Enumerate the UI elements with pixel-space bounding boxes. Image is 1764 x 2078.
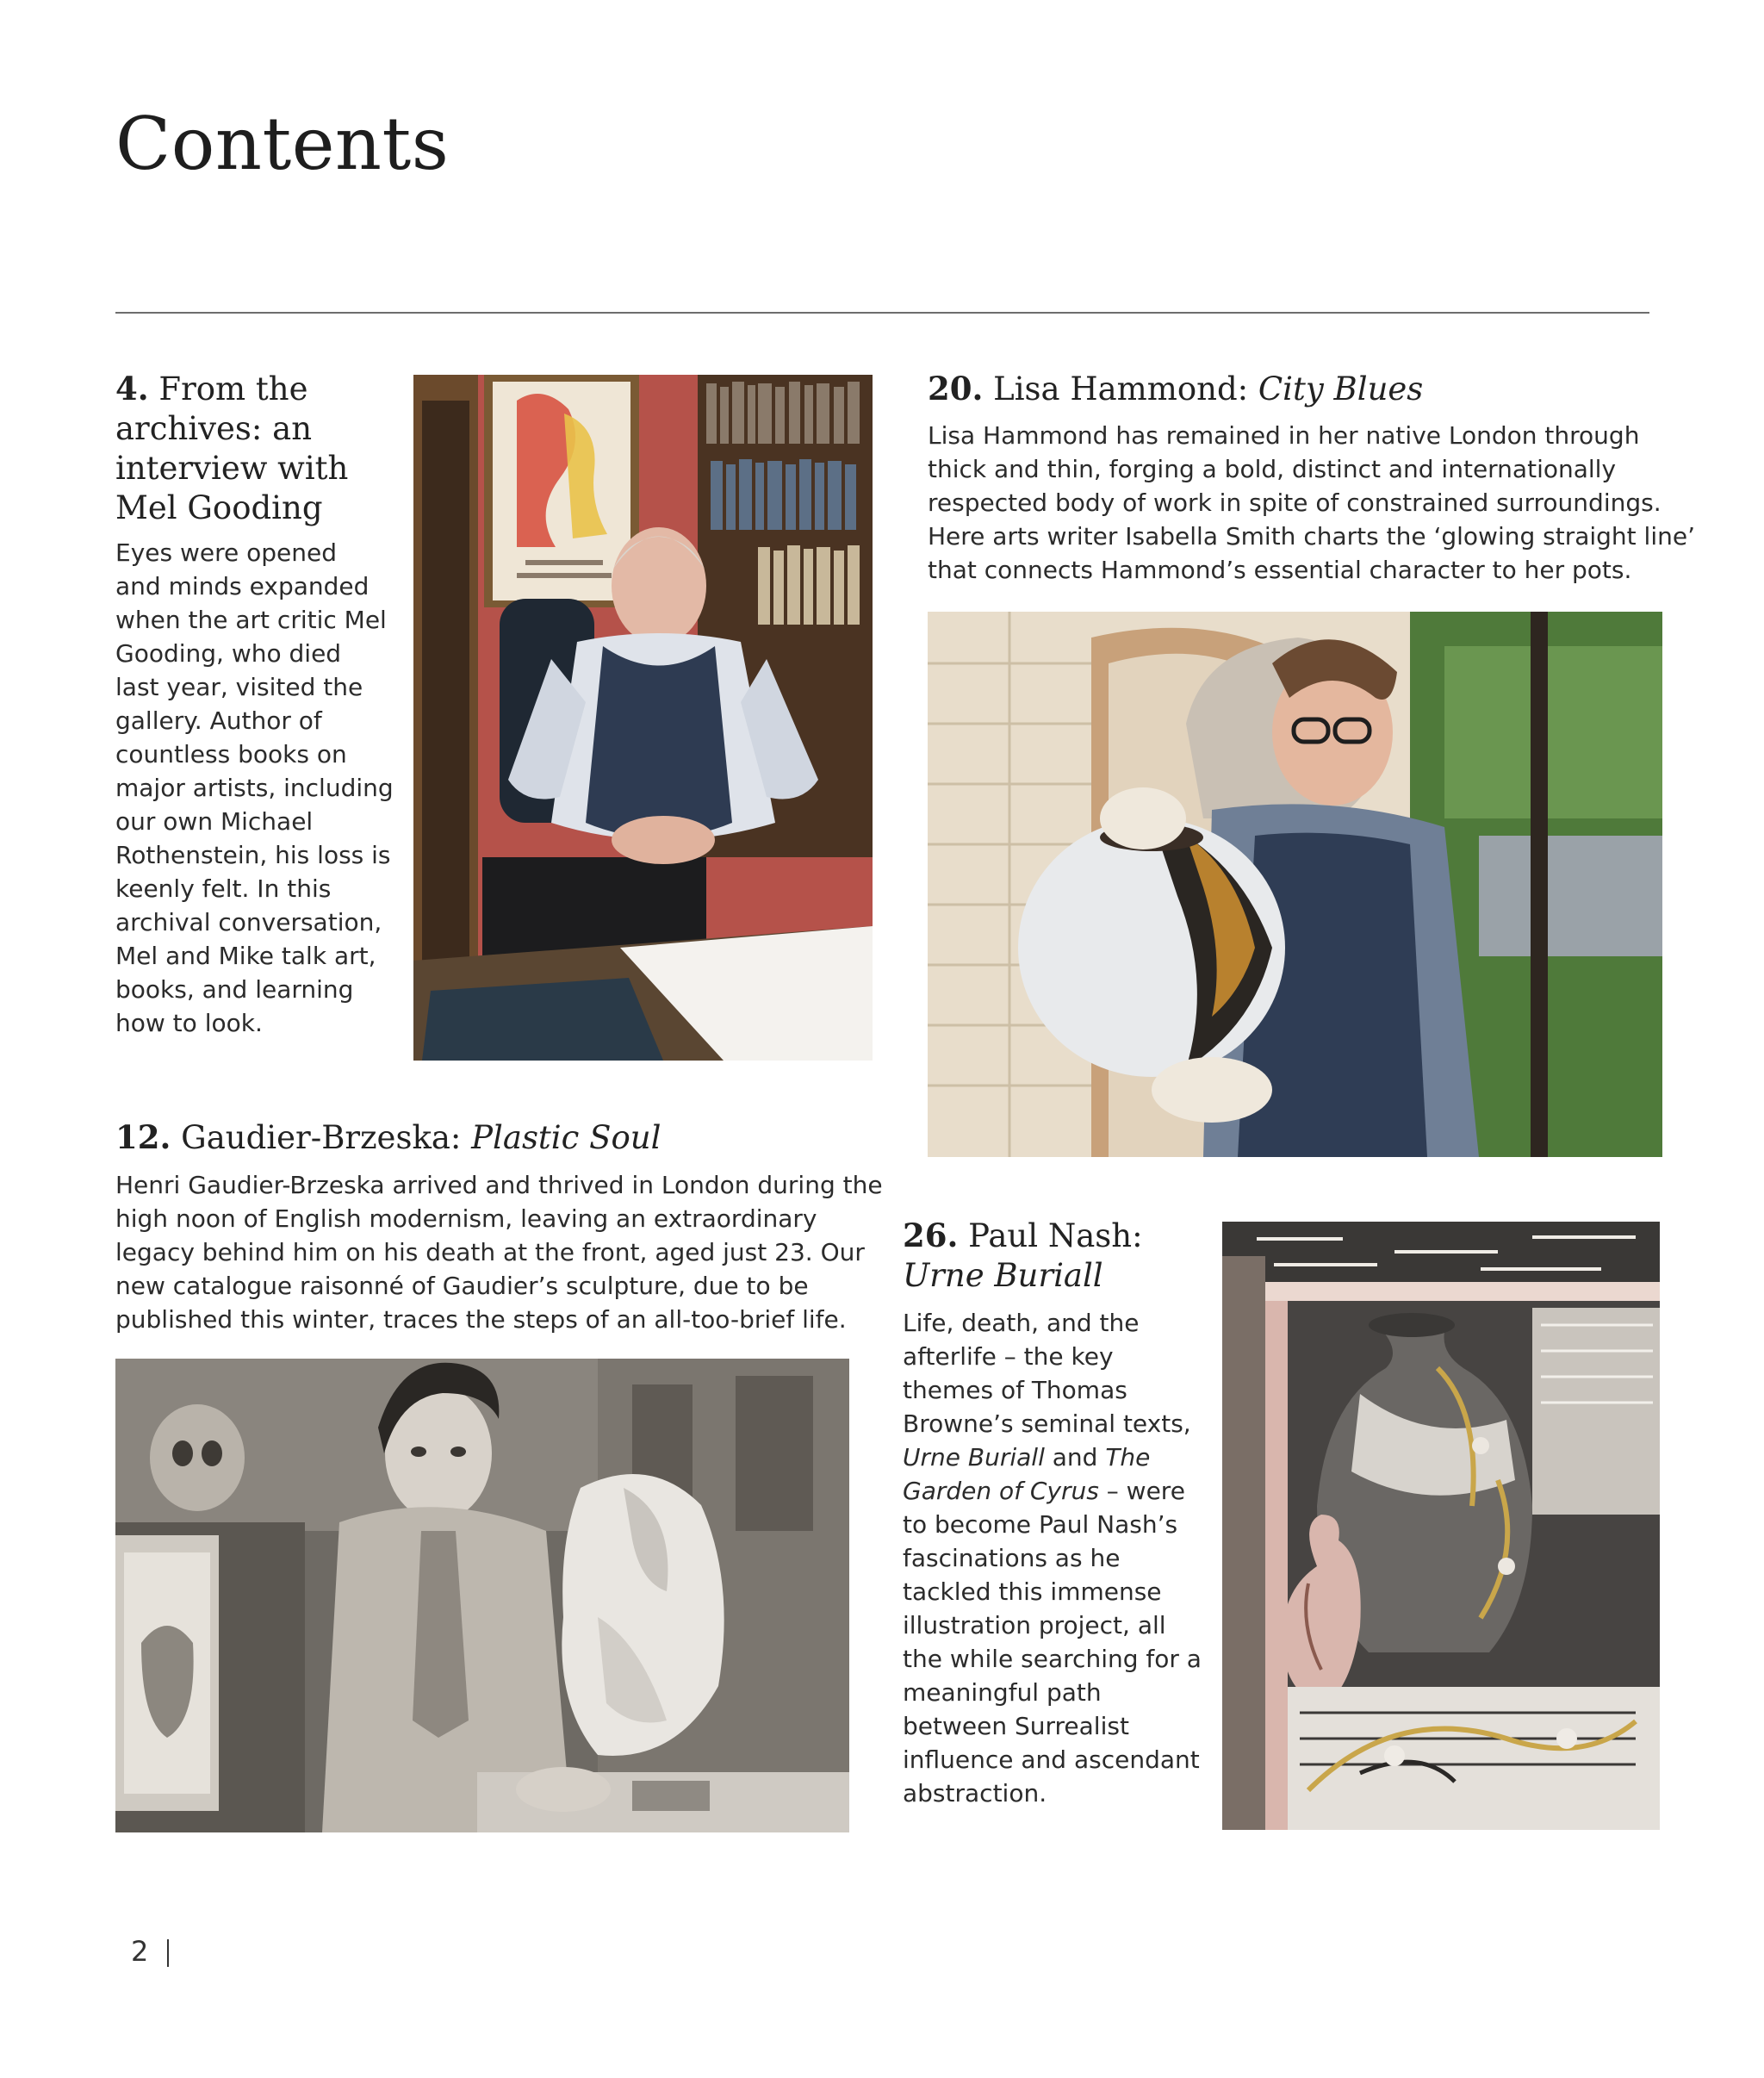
summary-line: gallery. Author of — [115, 706, 322, 735]
entry-summary-4 — [115, 536, 394, 1040]
entry-number: 20. — [928, 370, 984, 408]
summary-line: the while searching for a — [903, 1645, 1202, 1673]
entry-number: 12. — [115, 1118, 171, 1156]
summary-line: fascinations as he — [903, 1544, 1121, 1572]
entry-summary-20 — [928, 419, 1695, 587]
summary-line: tackled this immense — [903, 1577, 1162, 1606]
entry-heading-12[interactable] — [115, 1117, 661, 1158]
summary-line: countless books on — [115, 740, 347, 768]
entry-title-line: interview with — [115, 450, 349, 487]
summary-line: illustration project, all — [903, 1611, 1166, 1639]
summary-line: our own Michael — [115, 807, 314, 836]
summary-line: respected body of work in spite of constrained surroundings. — [928, 488, 1662, 517]
entry-heading-26[interactable] — [903, 1216, 1143, 1296]
summary-line: Gooding, who died — [115, 639, 342, 668]
summary-line: keenly felt. In this — [115, 874, 332, 903]
entry-title: Paul Nash: — [968, 1217, 1143, 1254]
summary-line — [903, 1440, 1202, 1474]
entry-title-italic: Urne Buriall — [903, 1257, 1103, 1294]
summary-line: Rothenstein, his loss is — [115, 841, 391, 869]
summary-line: archival conversation, — [115, 908, 382, 936]
summary-line: between Surrealist — [903, 1712, 1129, 1740]
book-title: Garden of Cyrus — [903, 1477, 1099, 1505]
summary-line: Life, death, and the — [903, 1309, 1140, 1337]
page-number: 2 — [131, 1935, 149, 1968]
section-divider — [115, 312, 1649, 314]
summary-text: and — [1044, 1443, 1106, 1471]
summary-line: that connects Hammond’s essential character to her pots. — [928, 556, 1632, 584]
summary-line: thick and thin, forging a bold, distinct and internationally — [928, 455, 1617, 483]
photo-gaudier-brzeska[interactable] — [115, 1359, 849, 1832]
summary-line: major artists, including — [115, 774, 394, 802]
summary-line: new catalogue raisonné of Gaudier’s sculpture, due to be — [115, 1272, 809, 1300]
book-title: The — [1105, 1443, 1151, 1471]
entry-heading-20[interactable] — [928, 369, 1423, 409]
entry-title-line: From the — [158, 370, 308, 408]
summary-text: – were — [1098, 1477, 1185, 1505]
summary-line: last year, visited the — [115, 673, 363, 701]
sculptor-image — [115, 1359, 849, 1832]
summary-line: legacy behind him on his death at the front, aged just 23. Our — [115, 1238, 865, 1266]
summary-line: Lisa Hammond has remained in her native London through — [928, 421, 1640, 450]
entry-heading-4[interactable] — [115, 369, 348, 528]
entry-number: 4. — [115, 370, 149, 408]
folio-divider — [167, 1939, 169, 1967]
summary-line: how to look. — [115, 1009, 263, 1037]
urn-illustration-image — [1222, 1222, 1660, 1830]
entry-title-line: Mel Gooding — [115, 489, 323, 526]
summary-line: Henri Gaudier-Brzeska arrived and thrived in London during the — [115, 1171, 883, 1199]
summary-line: and minds expanded — [115, 572, 370, 600]
photo-mel-gooding[interactable] — [413, 375, 873, 1061]
summary-line — [903, 1474, 1202, 1508]
summary-line: published this winter, traces the steps of an all-too-brief life. — [115, 1305, 847, 1334]
summary-line: Here arts writer Isabella Smith charts the ‘glowing straight line’ — [928, 522, 1695, 551]
entry-title: Gaudier-Brzeska: — [181, 1119, 472, 1156]
page-title: Contents — [115, 102, 450, 186]
entry-title: Lisa Hammond: — [993, 370, 1258, 408]
entry-title-italic: Plastic Soul — [471, 1119, 662, 1156]
potter-image — [928, 612, 1662, 1157]
entry-number: 26. — [903, 1216, 959, 1254]
summary-line: abstraction. — [903, 1779, 1047, 1807]
entry-summary-12 — [115, 1168, 883, 1336]
summary-line: Eyes were opened — [115, 538, 338, 567]
book-title: Urne Buriall — [903, 1443, 1045, 1471]
entry-title-italic: City Blues — [1258, 370, 1424, 408]
summary-line: high noon of English modernism, leaving an extraordinary — [115, 1204, 817, 1233]
summary-line: influence and ascendant — [903, 1745, 1200, 1774]
entry-summary-26 — [903, 1306, 1202, 1810]
photo-lisa-hammond[interactable] — [928, 612, 1662, 1157]
illustration-urn[interactable] — [1222, 1222, 1660, 1830]
summary-line: Browne’s seminal texts, — [903, 1409, 1191, 1438]
summary-line: when the art critic Mel — [115, 606, 387, 634]
summary-line: meaningful path — [903, 1678, 1102, 1707]
portrait-image — [413, 375, 873, 1061]
entry-title-line: archives: an — [115, 410, 313, 447]
summary-line: themes of Thomas — [903, 1376, 1127, 1404]
summary-line: books, and learning — [115, 975, 354, 1004]
summary-line: afterlife – the key — [903, 1342, 1114, 1371]
summary-line: to become Paul Nash’s — [903, 1510, 1178, 1539]
summary-line: Mel and Mike talk art, — [115, 942, 376, 970]
